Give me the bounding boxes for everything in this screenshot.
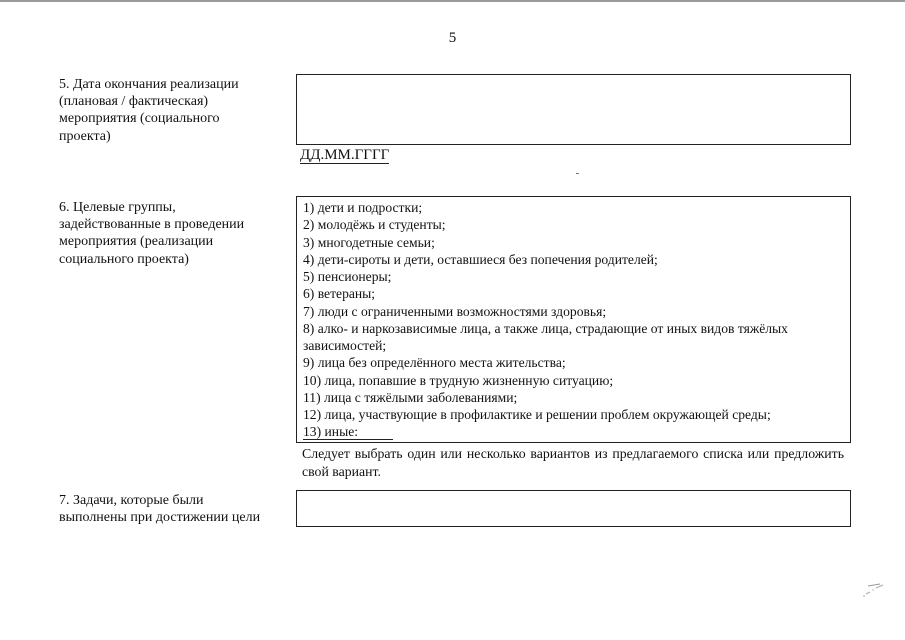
target-group-other-item[interactable] [303, 423, 844, 440]
target-group-item[interactable]: 8) алко- и наркозависимые лица, а также лица, страдающие от иных видов тяжёлых зависимостей; [303, 320, 788, 353]
page-number: 5 [448, 30, 457, 46]
target-group-item[interactable]: 12) лица, участвующие в профилактике и решении проблем окружающей среды; [303, 407, 771, 422]
target-group-item[interactable]: 4) дети-сироты и дети, оставшиеся без попечения родителей; [303, 251, 658, 267]
section-7-label: 7. Задачи, которые были выполнены при достижении цели [59, 493, 261, 526]
end-date-field[interactable] [296, 74, 851, 145]
target-group-item[interactable]: 10) лица, попавшие в трудную жизненную ситуацию; [303, 372, 614, 388]
target-group-item[interactable]: 7) люди с ограниченными возможностями здоровья; [303, 303, 607, 319]
scan-mark [858, 580, 888, 602]
tasks-field[interactable] [296, 490, 851, 527]
target-group-item[interactable]: 9) лица без определённого места жительства; [303, 355, 566, 371]
target-group-item[interactable]: 2) молодёжь и студенты; [303, 217, 446, 233]
date-format-hint [300, 146, 389, 164]
target-group-item[interactable]: 6) ветераны; [303, 286, 376, 302]
target-group-item[interactable]: 1) дети и подростки; [303, 200, 423, 215]
target-group-other-label: 13) иные: [303, 425, 393, 440]
selection-note: Следует выбрать один или несколько вариантов из предлагаемого списка или предложить свой вариант. [302, 446, 844, 479]
top-page-edge [0, 0, 905, 2]
date-format-hint-text: ДД.ММ.ГГГГ [300, 147, 390, 163]
scan-speck [576, 173, 579, 174]
section-5-label: 5. Дата окончания реализации (плановая / фактическая) мероприятия (социального проекта) [59, 77, 239, 144]
target-group-item[interactable]: 3) многодетные семьи; [303, 234, 435, 250]
target-groups-box[interactable] [296, 196, 851, 443]
section-6-label: 6. Целевые группы, задействованные в проведении мероприятия (реализации социального проекта) [59, 200, 245, 267]
target-group-item[interactable]: 5) пенсионеры; [303, 269, 392, 284]
target-group-item[interactable]: 11) лица с тяжёлыми заболеваниями; [303, 389, 518, 405]
